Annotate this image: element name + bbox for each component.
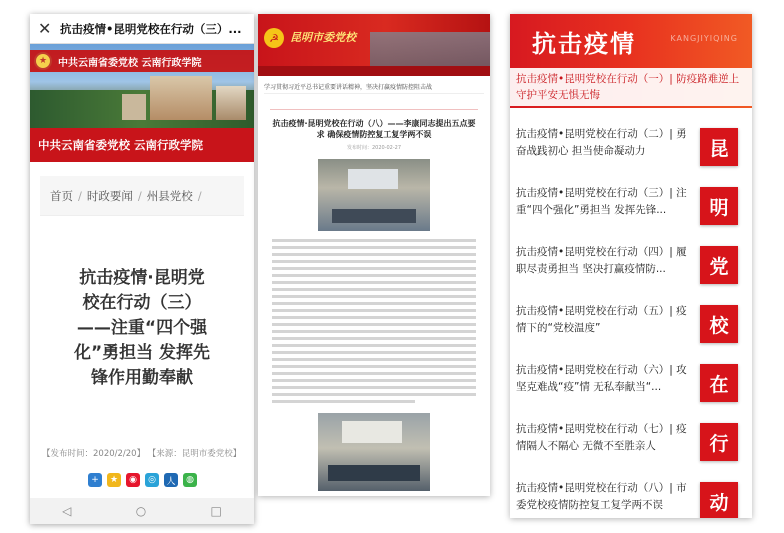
publish-time: 【发布时间：2020/2/20】 [42, 449, 146, 459]
list-item[interactable] [510, 476, 752, 518]
list-item[interactable] [510, 299, 752, 358]
slogan-character: 明 [700, 187, 738, 225]
right-list-screenshot [510, 14, 752, 518]
breadcrumb-news[interactable]: 时政要闻 [86, 188, 133, 203]
breadcrumb-county-schools[interactable]: 州县党校 [146, 188, 193, 203]
banner-title: 中共云南省委党校 云南行政学院 [58, 57, 202, 69]
article-title-line: 校在行动（三） [82, 293, 202, 313]
window-title: 抗击疫情•昆明党校在行动（三）... [60, 21, 242, 36]
campus-banner [30, 44, 254, 128]
list-item-title: 抗击疫情•昆明党校在行动（六）| 攻坚克难战“疫”情 无私奉献当“... [516, 364, 687, 393]
slogan-character: 行 [700, 423, 738, 461]
browser-title-bar [30, 14, 254, 44]
campaign-subtitle: KANGJIYIQING [670, 34, 738, 43]
site-name: 昆明市委党校 [290, 31, 356, 44]
list-item[interactable] [510, 122, 752, 181]
article-body-text [272, 239, 476, 403]
slogan-character: 校 [700, 305, 738, 343]
list-item[interactable] [510, 181, 752, 240]
list-item-title: 抗击疫情•昆明党校在行动（八）| 市委党校疫情防控复工复学两不误 [516, 482, 687, 511]
slogan-character: 昆 [700, 128, 738, 166]
site-name-strip [30, 128, 254, 162]
party-emblem-icon: ☭ [264, 28, 284, 48]
list-item-title: 抗击疫情•昆明党校在行动（四）| 履职尽责勇担当 坚决打赢疫情防... [516, 246, 687, 275]
notice-bar: 学习贯彻习近平总书记重要讲话精神，坚决打赢疫情防控阻击战 [264, 82, 484, 94]
article-date: 发布时间：2020-02-27 [346, 145, 402, 151]
list-item-title: 抗击疫情•昆明党校在行动（七）| 疫情隔人不隔心 无微不至胜亲人 [516, 423, 687, 452]
nav-strip [258, 66, 490, 76]
recents-icon[interactable]: □ [210, 504, 222, 518]
breadcrumb-home[interactable]: 首页 [50, 188, 73, 203]
article-title-line: 锋作用勤奉献 [91, 368, 193, 388]
party-school-emblem-icon: ★ [34, 52, 52, 70]
list-item-title: 抗击疫情•昆明党校在行动（二）| 勇奋战践初心 担当使命凝动力 [516, 128, 687, 157]
site-header [258, 14, 490, 76]
slogan-character: 动 [700, 482, 738, 518]
banner-header [30, 50, 254, 72]
article-title-line: 化”勇担当 发挥先 [73, 343, 211, 363]
article-title-line: 抗击疫情·昆明党 [79, 268, 205, 288]
article-list [510, 122, 752, 518]
meeting-photo-2 [318, 413, 430, 491]
article-title-line: ——注重“四个强 [76, 318, 208, 338]
list-item[interactable] [510, 358, 752, 417]
wechat-icon[interactable]: ◍ [183, 473, 197, 487]
meeting-photo [318, 159, 430, 231]
favorite-star-icon[interactable]: ★ [107, 473, 121, 487]
slogan-character: 党 [700, 246, 738, 284]
slogan-character: 在 [700, 364, 738, 402]
android-nav-bar [30, 498, 254, 524]
article-meta [42, 447, 242, 461]
share-bar [88, 473, 254, 487]
list-item-title: 抗击疫情•昆明党校在行动（五）| 疫情下的“党校温度” [516, 305, 687, 334]
home-icon[interactable]: ○ [135, 504, 147, 518]
back-icon[interactable]: ◁ [62, 504, 72, 518]
plus-share-icon[interactable]: + [88, 473, 102, 487]
site-name: 中共云南省委党校 云南行政学院 [38, 138, 204, 152]
article-title: 抗击疫情·昆明党校在行动（八）——李康同志提出五点要求 确保疫情防控复工复学两不误 [272, 119, 476, 139]
headline-link[interactable]: 抗击疫情•昆明党校在行动（一）| 防疫路难逆上 守护平安无惧无悔 [510, 68, 752, 106]
tencent-weibo-icon[interactable]: ◎ [145, 473, 159, 487]
list-item[interactable] [510, 417, 752, 476]
middle-document-screenshot [258, 14, 490, 496]
list-item-title: 抗击疫情•昆明党校在行动（三）| 注重“四个强化”勇担当 发挥先锋... [516, 187, 687, 216]
close-icon[interactable]: ✕ [38, 19, 52, 38]
weibo-icon[interactable]: ◉ [126, 473, 140, 487]
breadcrumb: 首页 / 时政要闻 / 州县党校 / [40, 176, 244, 216]
article-title [30, 216, 254, 391]
left-phone-screenshot [30, 14, 254, 524]
renren-icon[interactable]: 人 [164, 473, 178, 487]
article-source: 【来源：昆明市委党校】 [147, 449, 242, 459]
campaign-title: 抗击疫情 [532, 30, 636, 58]
section-rule [270, 102, 478, 110]
list-item[interactable] [510, 240, 752, 299]
